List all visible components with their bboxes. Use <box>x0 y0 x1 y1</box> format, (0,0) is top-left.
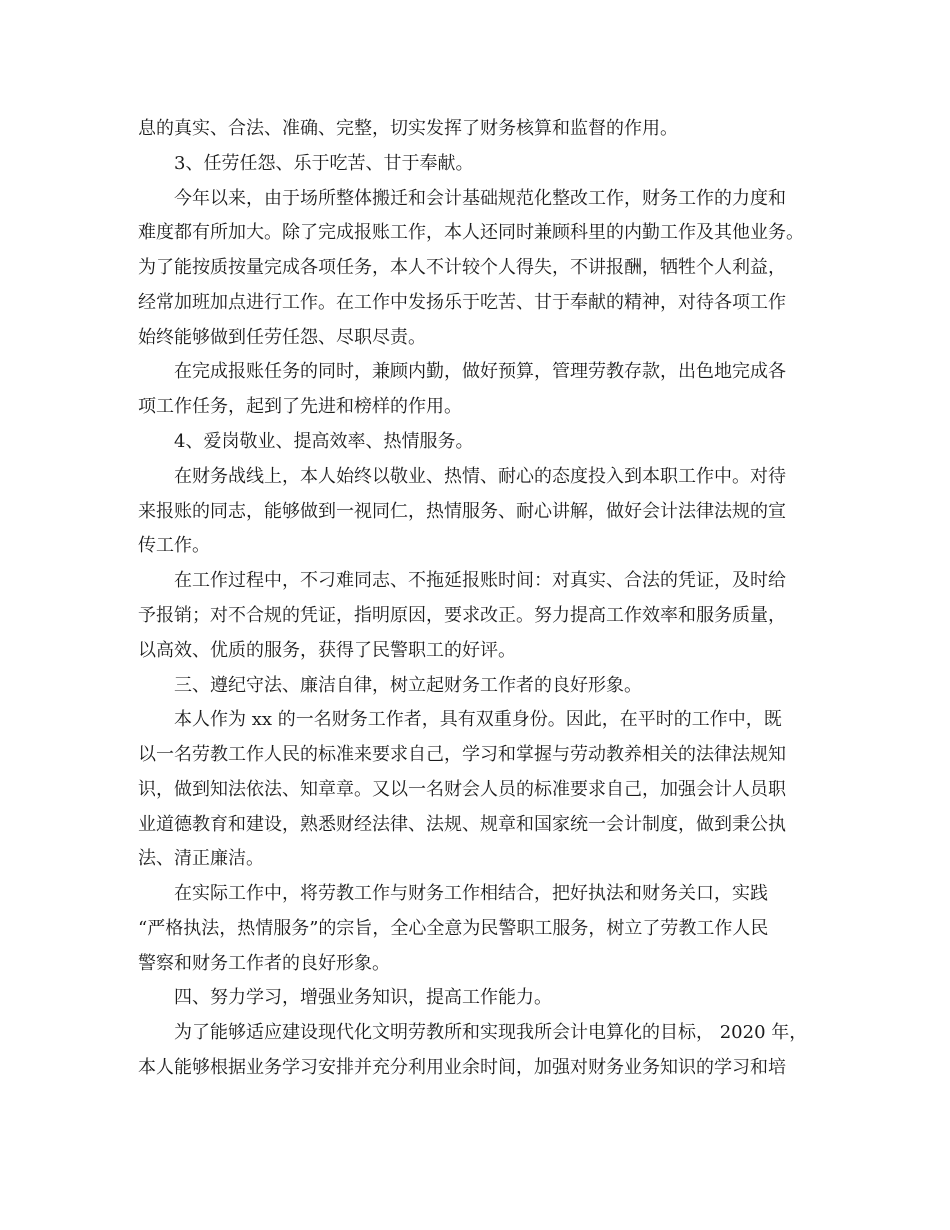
text-line: 识，做到知法依法、知章章。又以一名财会人员的标准要求自己，加强会计人员职 <box>138 779 786 800</box>
text-line: 本人能够根据业务学习安排并充分利用业余时间，加强对财务业务知识的学习和培 <box>138 1057 786 1078</box>
section-heading: 3、任劳任怨、乐于吃苦、甘于奉献。 <box>174 153 474 174</box>
text-line: 业道德教育和建设，熟悉财经法律、法规、规章和国家统一会计制度，做到秉公执 <box>138 814 786 835</box>
text-line: 以一名劳教工作人民的标准来要求自己，学习和掌握与劳动教养相关的法律法规知 <box>138 744 786 765</box>
section-heading: 四、努力学习，增强业务知识，提高工作能力。 <box>174 987 552 1008</box>
text-line: 为了能按质按量完成各项任务，本人不计较个人得失，不讲报酬，牺牲个人利益， <box>138 257 786 278</box>
text-line: 法、清正廉洁。 <box>138 848 264 869</box>
text-line: 经常加班加点进行工作。在工作中发扬乐于吃苦、甘于奉献的精神，对待各项工作 <box>138 292 786 313</box>
text-line: 传工作。 <box>138 535 210 556</box>
text-line: 今年以来，由于场所整体搬迁和会计基础规范化整改工作，财务工作的力度和 <box>174 188 786 209</box>
text-line: “严格执法，热情服务”的宗旨，全心全意为民警职工服务，树立了劳教工作人民 <box>138 918 769 939</box>
text-line: 在完成报账任务的同时，兼顾内勤，做好预算，管理劳教存款，出色地完成各 <box>174 361 786 382</box>
text-line: 在财务战线上，本人始终以敬业、热情、耐心的态度投入到本职工作中。对待 <box>174 466 786 487</box>
text-line: 项工作任务，起到了先进和榜样的作用。 <box>138 396 462 417</box>
text-line: 来报账的同志，能够做到一视同仁，热情服务、耐心讲解，做好会计法律法规的宣 <box>138 501 786 522</box>
section-heading: 4、爱岗敬业、提高效率、热情服务。 <box>174 431 474 452</box>
text-line: 警察和财务工作者的良好形象。 <box>138 953 390 974</box>
text-line: 本人作为 xx 的一名财务工作者，具有双重身份。因此，在平时的工作中，既 <box>174 709 782 730</box>
text-line: 在实际工作中，将劳教工作与财务工作相结合，把好执法和财务关口，实践 <box>174 883 768 904</box>
text-line: 在工作过程中，不刁难同志、不拖延报账时间：对真实、合法的凭证，及时给 <box>174 570 786 591</box>
text-line: 息的真实、合法、准确、完整，切实发挥了财务核算和监督的作用。 <box>138 118 678 139</box>
text-line: 始终能够做到任劳任怨、尽职尽责。 <box>138 327 426 348</box>
text-line: 予报销；对不合规的凭证，指明原因，要求改正。努力提高工作效率和服务质量， <box>138 605 786 626</box>
text-line: 以高效、优质的服务，获得了民警职工的好评。 <box>138 640 516 661</box>
text-line: 为了能够适应建设现代化文明劳教所和实现我所会计电算化的目标， 2020 年， <box>174 1022 808 1043</box>
text-line: 难度都有所加大。除了完成报账工作，本人还同时兼顾科里的内勤工作及其他业务。 <box>138 222 804 243</box>
section-heading: 三、遵纪守法、廉洁自律，树立起财务工作者的良好形象。 <box>174 675 642 696</box>
